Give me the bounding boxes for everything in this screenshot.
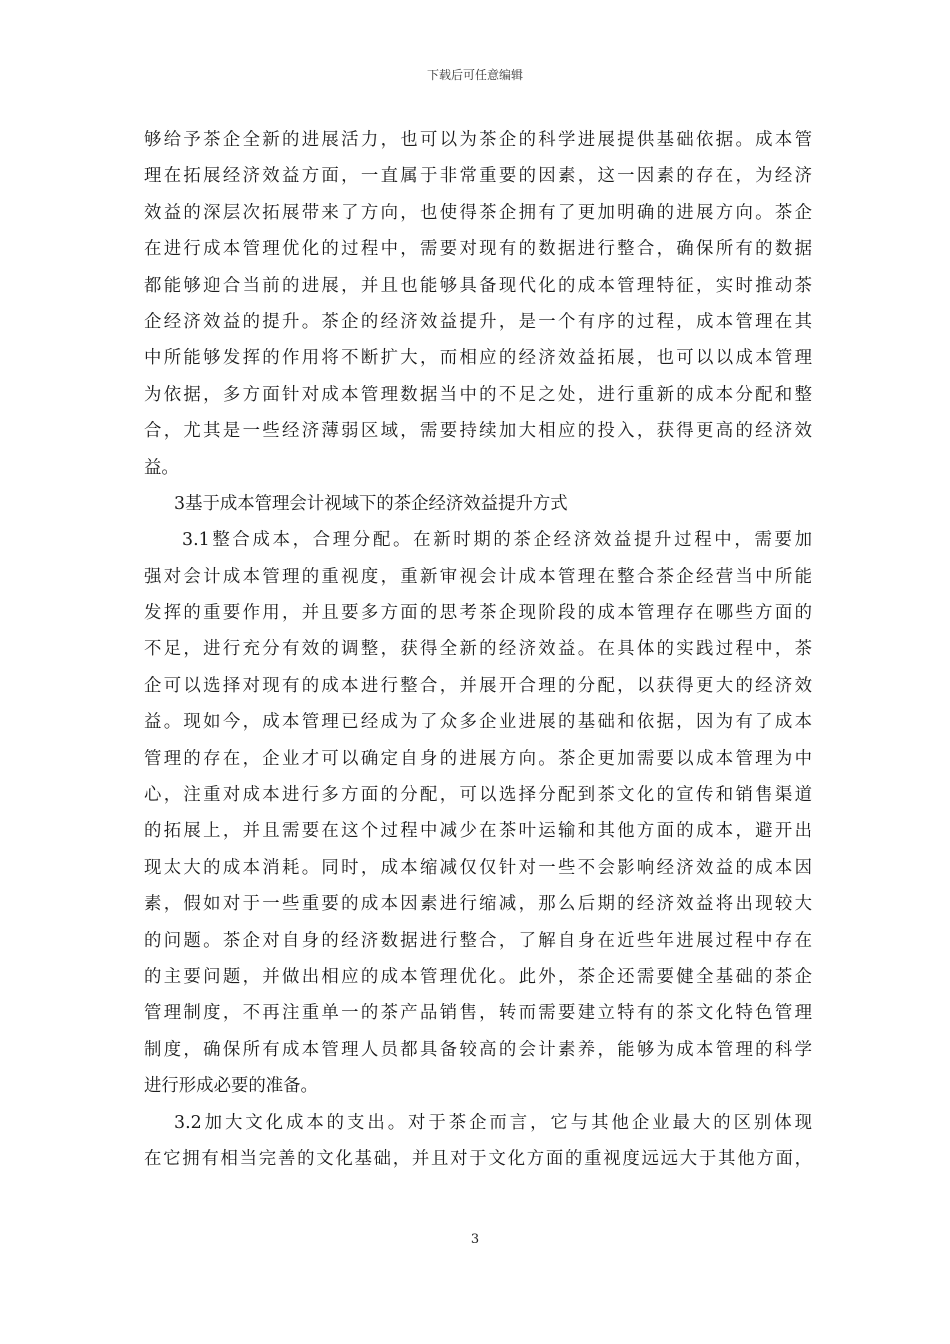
text-line: 的主要问题，并做出相应的成本管理优化。此外，茶企还需要健全基础的茶企 [144,966,812,987]
text-line: 在它拥有相当完善的文化基础，并且对于文化方面的重视度远远大于其他方面， [144,1148,812,1169]
text-line: 发挥的重要作用，并且要多方面的思考茶企现阶段的成本管理存在哪些方面的 [144,603,812,624]
text-line: 企经济效益的提升。茶企的经济效益提升，是一个有序的过程，成本管理在其 [144,311,812,332]
text-line: 不足，进行充分有效的调整，获得全新的经济效益。在具体的实践过程中，茶 [144,639,812,660]
text-line: 为依据，多方面针对成本管理数据当中的不足之处，进行重新的成本分配和整 [144,384,812,405]
section-heading: 3基于成本管理会计视域下的茶企经济效益提升方式 [174,493,568,514]
text-line: 的拓展上，并且需要在这个过程中减少在茶叶运输和其他方面的成本，避开出 [144,821,812,842]
text-line: 管理的存在，企业才可以确定自身的进展方向。茶企更加需要以成本管理为中 [144,748,812,769]
text-line: 管理制度，不再注重单一的茶产品销售，转而需要建立特有的茶文化特色管理 [144,1003,812,1024]
text-line: 效益的深层次拓展带来了方向，也使得茶企拥有了更加明确的进展方向。茶企 [144,202,812,223]
text-line: 强对会计成本管理的重视度，重新审视会计成本管理在整合茶企经营当中所能 [144,566,812,587]
subsection-first-line: 3.2加大文化成本的支出。对于茶企而言，它与其他企业最大的区别体现 [174,1112,812,1133]
text-line: 进行形成必要的准备。 [144,1076,318,1097]
text-line: 现太大的成本消耗。同时，成本缩减仅仅针对一些不会影响经济效益的成本因 [144,857,812,878]
text-line: 中所能够发挥的作用将不断扩大，而相应的经济效益拓展，也可以以成本管理 [144,348,812,369]
document-body [144,122,812,1177]
text-line: 的问题。茶企对自身的经济数据进行整合，了解自身在近些年进展过程中存在 [144,930,812,951]
subsection-first-line: 3.1整合成本，合理分配。在新时期的茶企经济效益提升过程中，需要加 [182,530,812,551]
page-number: 3 [470,1232,480,1247]
text-line: 在进行成本管理优化的过程中，需要对现有的数据进行整合，确保所有的数据 [144,239,812,260]
text-line: 理在拓展经济效益方面，一直属于非常重要的因素，这一因素的存在，为经济 [144,166,812,187]
text-line: 都能够迎合当前的进展，并且也能够具备现代化的成本管理特征，实时推动茶 [144,275,812,296]
text-line: 合，尤其是一些经济薄弱区域，需要持续加大相应的投入，获得更高的经济效 [144,421,812,442]
text-line: 制度，确保所有成本管理人员都具备较高的会计素养，能够为成本管理的科学 [144,1039,812,1060]
text-line: 够给予茶企全新的进展活力，也可以为茶企的科学进展提供基础依据。成本管 [144,130,812,150]
text-line: 素，假如对于一些重要的成本因素进行缩减，那么后期的经济效益将出现较大 [144,894,812,915]
text-line: 益。 [144,457,179,478]
page-header: 下载后可任意编辑 [426,68,523,82]
text-line: 心，注重对成本进行多方面的分配，可以选择分配到茶文化的宣传和销售渠道 [144,785,812,806]
text-line: 企可以选择对现有的成本进行整合，并展开合理的分配，以获得更大的经济效 [144,675,812,696]
text-line: 益。现如今，成本管理已经成为了众多企业进展的基础和依据，因为有了成本 [144,712,812,733]
